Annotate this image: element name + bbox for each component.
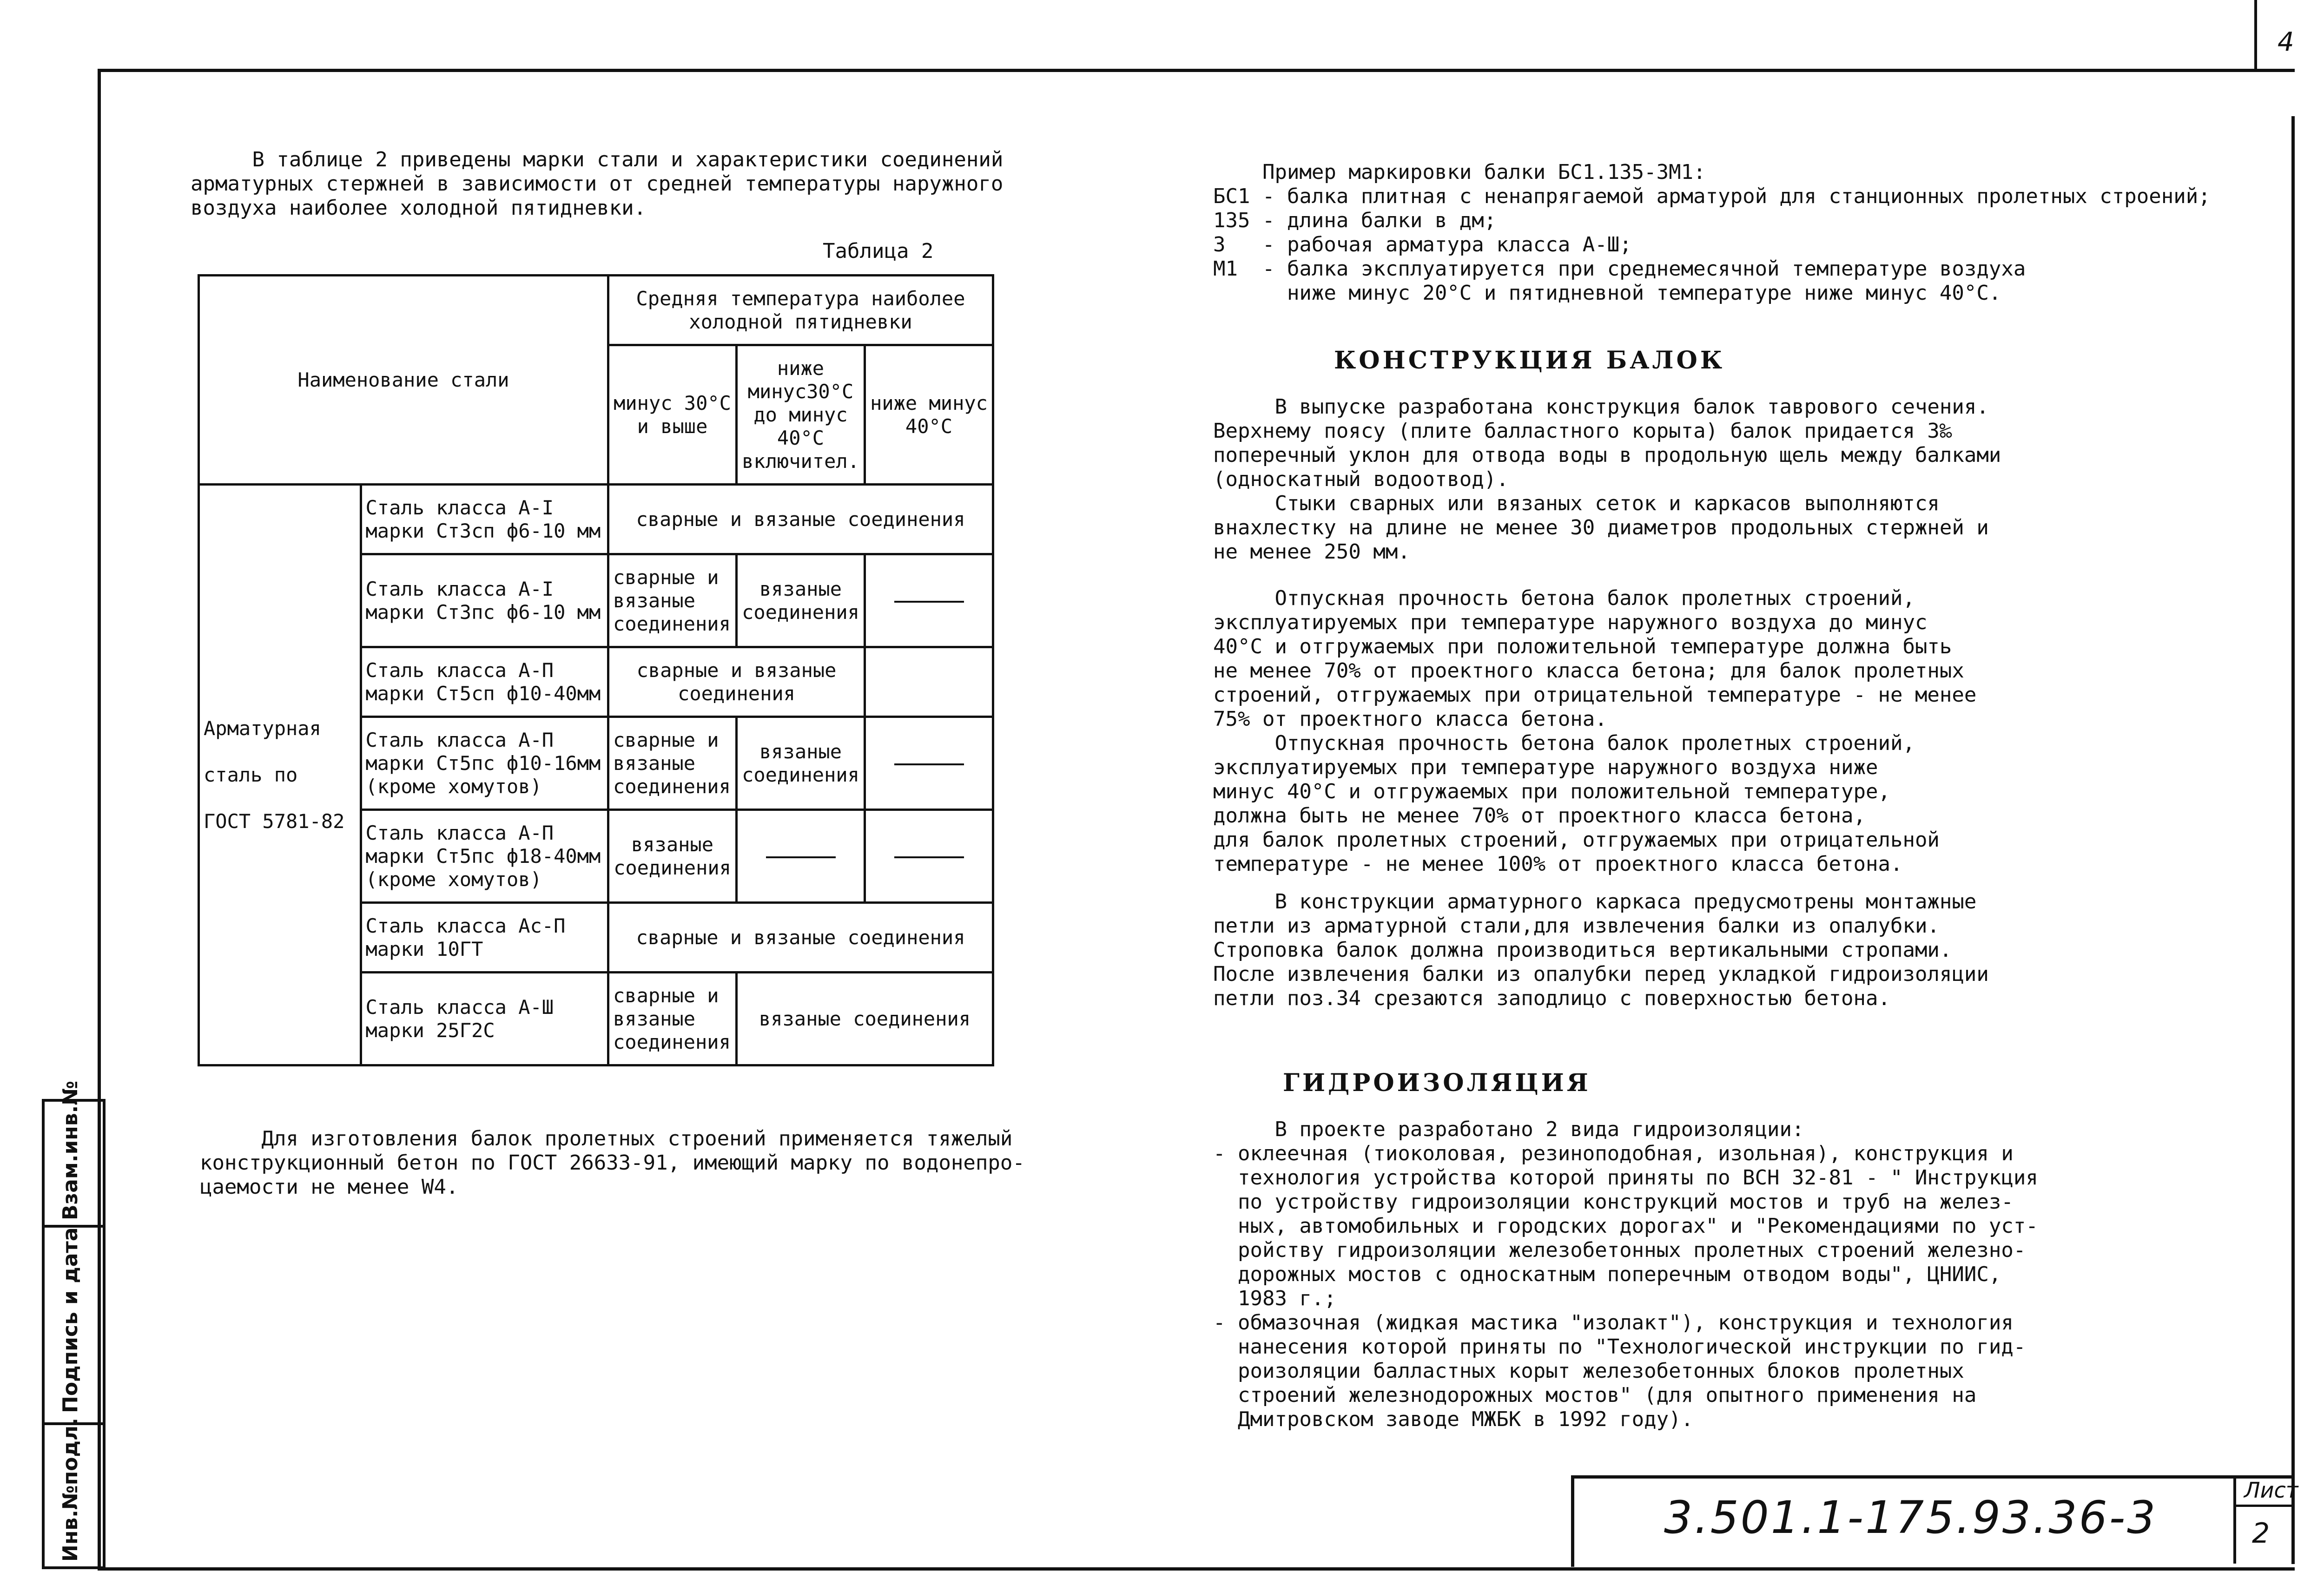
dash-mark: [894, 763, 964, 765]
row4-col2: вязаные соединения: [737, 717, 865, 810]
row5-col2-empty: [737, 810, 865, 903]
steel-table: [198, 274, 994, 1066]
table-caption: Таблица 2: [823, 239, 934, 263]
title-block-divider: [2233, 1475, 2236, 1564]
drawing-frame-right: [2291, 116, 2295, 1564]
row2-col1: сварные и вязаные соединения: [608, 554, 737, 647]
sheet-number: 2: [2252, 1517, 2270, 1550]
sheet-label: Лист: [2244, 1478, 2298, 1503]
marking-example: Пример маркировки балки БС1.135-3М1: БС1 - балка плитная с ненапрягаемой арматурой для станционных пролетных строений; 135 - длина балки в дм; 3 - рабочая арматура класса А-Ш; М1 - балка эксплуатируется при среднемесячной температуре воздуха ниже минус 20°С и пятидневной температуре ниже минус 40°С.: [1213, 160, 2211, 305]
header-col-minus30-40: ниже минус30°С до минус 40°С включител.: [737, 345, 865, 485]
group-reinforcing-steel: [199, 485, 361, 1065]
row7-connection: вязаные соединения: [737, 973, 993, 1065]
side-sign-date: Подпись и дата: [59, 1227, 82, 1413]
row6-connection: сварные и вязаные соединения: [608, 903, 993, 973]
row4-col3-empty: [865, 717, 993, 810]
construction-paragraph-3: В конструкции арматурного каркаса предусмотрены монтажные петли из арматурной стали,для извлечения балки из опалубки. Строповка балок должна производиться вертикальными стропами. После извлечения балки из опалубки перед укладкой гидроизоляции петли поз.34 срезаются заподлицо с поверхностью бетона.: [1213, 890, 1989, 1010]
row2-col3-empty: [865, 554, 993, 647]
section-title-waterproofing: ГИДРОИЗОЛЯЦИЯ: [1283, 1069, 1591, 1097]
header-steel-name: Наименование стали: [199, 276, 608, 485]
row7-col1: сварные и вязаные соединения: [608, 973, 737, 1065]
row1-connection: сварные и вязаные соединения: [608, 485, 993, 554]
row4-steel-name: Сталь класса А-П марки Ст5пс ф10-16мм (кроме хомутов): [361, 717, 608, 810]
dash-mark: [894, 856, 964, 858]
side-stamp: [42, 1080, 106, 1569]
intro-paragraph: В таблице 2 приведены марки стали и характеристики соединений арматурных стержней в зависимости от средней температуры наружного воздуха наиболее холодной пятидневки.: [191, 148, 1004, 220]
row4-col1: сварные и вязаные соединения: [608, 717, 737, 810]
page-number-top: 4: [2278, 27, 2294, 57]
waterproofing-paragraph: В проекте разработано 2 вида гидроизоляции: - оклеечная (тиоколовая, резиноподобная, изольная), конструкция и технология устройства которой приняты по ВСН 32-81 - " Инструкция по устройству гидроизоляции конструкций мостов и труб на желез- ных, автомобильных и городских дорогах" и "Рекомендациями по уст- ройству гидроизоляции железобетонных пролетных строений железно- дорожных мостов с односкатным поперечным отводом воды", ЦНИИС, 1983 г.; - обмазочная (жидкая мастика "изолакт"), конструкция и технология нанесения которой приняты по "Технологической инструкции по гид- роизоляции балластных корыт железобетонных блоков пролетных строений железнодорожных мостов" (для опытного применения на Дмитровском заводе МЖБК в 1992 году).: [1213, 1118, 2038, 1431]
dash-mark: [894, 601, 964, 603]
group-line-1: Арматурная: [204, 717, 321, 740]
concrete-paragraph: Для изготовления балок пролетных строений применяется тяжелый конструкционный бетон по ГОСТ 26633-91, имеющий марку по водонепро- цаемости не менее W4.: [200, 1127, 1025, 1199]
row7-steel-name: Сталь класса А-Ш марки 25Г2С: [361, 973, 608, 1065]
section-title-construction: КОНСТРУКЦИЯ БАЛОК: [1334, 346, 1725, 375]
row6-steel-name: Сталь класса Ас-П марки 10ГТ: [361, 903, 608, 973]
row1-steel-name: Сталь класса А-I марки Ст3сп ф6-10 мм: [361, 485, 608, 554]
top-divider: [2254, 0, 2257, 70]
construction-paragraph-2: Отпускная прочность бетона балок пролетных строений, эксплуатируемых при температуре наружного воздуха до минус 40°С и отгружаемых при положительной температуре должна быть не менее 70% от проектного класса бетона; для балок пролетных строений, отгружаемых при отрицательной температуре - не менее 75% от проектного класса бетона. Отпускная прочность бетона балок пролетных строений, эксплуатируемых при температуре наружного воздуха ниже минус 40°С и отгружаемых при положительной температуре, должна быть не менее 70% от проектного класса бетона, для балок пролетных строений, отгружаемых при отрицательной температуре - не менее 100% от проектного класса бетона.: [1213, 586, 1977, 876]
row3-steel-name: Сталь класса А-П марки Ст5сп ф10-40мм: [361, 647, 608, 717]
row5-col1: вязаные соединения: [608, 810, 737, 903]
row3-col3-empty: [865, 647, 993, 717]
side-replace-inv: Взам.инв.№: [59, 1080, 82, 1220]
document-code: 3.501.1-175.93.36-3: [1664, 1492, 2158, 1544]
row2-col2: вязаные соединения: [737, 554, 865, 647]
group-line-3: ГОСТ 5781-82: [204, 809, 345, 833]
row2-steel-name: Сталь класса А-I марки Ст3пс ф6-10 мм: [361, 554, 608, 647]
side-inv-original: Инв.№подл.: [59, 1418, 82, 1562]
header-col-above-minus30: минус 30°С и выше: [608, 345, 737, 485]
dash-mark: [766, 856, 836, 858]
row5-col3-empty: [865, 810, 993, 903]
construction-paragraph-1: В выпуске разработана конструкция балок таврового сечения. Верхнему поясу (плите балластного корыта) балок придается 3‰ поперечный уклон для отвода воды в продольную щель между балками (односкатный водоотвод). Стыки сварных или вязаных сеток и каркасов выполняются внахлестку на длине не менее 30 диаметров продольных стержней и не менее 250 мм.: [1213, 395, 2001, 564]
row3-connection: сварные и вязаные соединения: [608, 647, 865, 717]
group-line-2: сталь по: [204, 763, 298, 786]
title-block-sheet-divider: [2233, 1505, 2291, 1507]
row5-steel-name: Сталь класса А-П марки Ст5пс ф18-40мм (кроме хомутов): [361, 810, 608, 903]
header-col-below-minus40: ниже минус 40°С: [865, 345, 993, 485]
header-temperature: Средняя температура наиболее холодной пятидневки: [608, 276, 993, 345]
